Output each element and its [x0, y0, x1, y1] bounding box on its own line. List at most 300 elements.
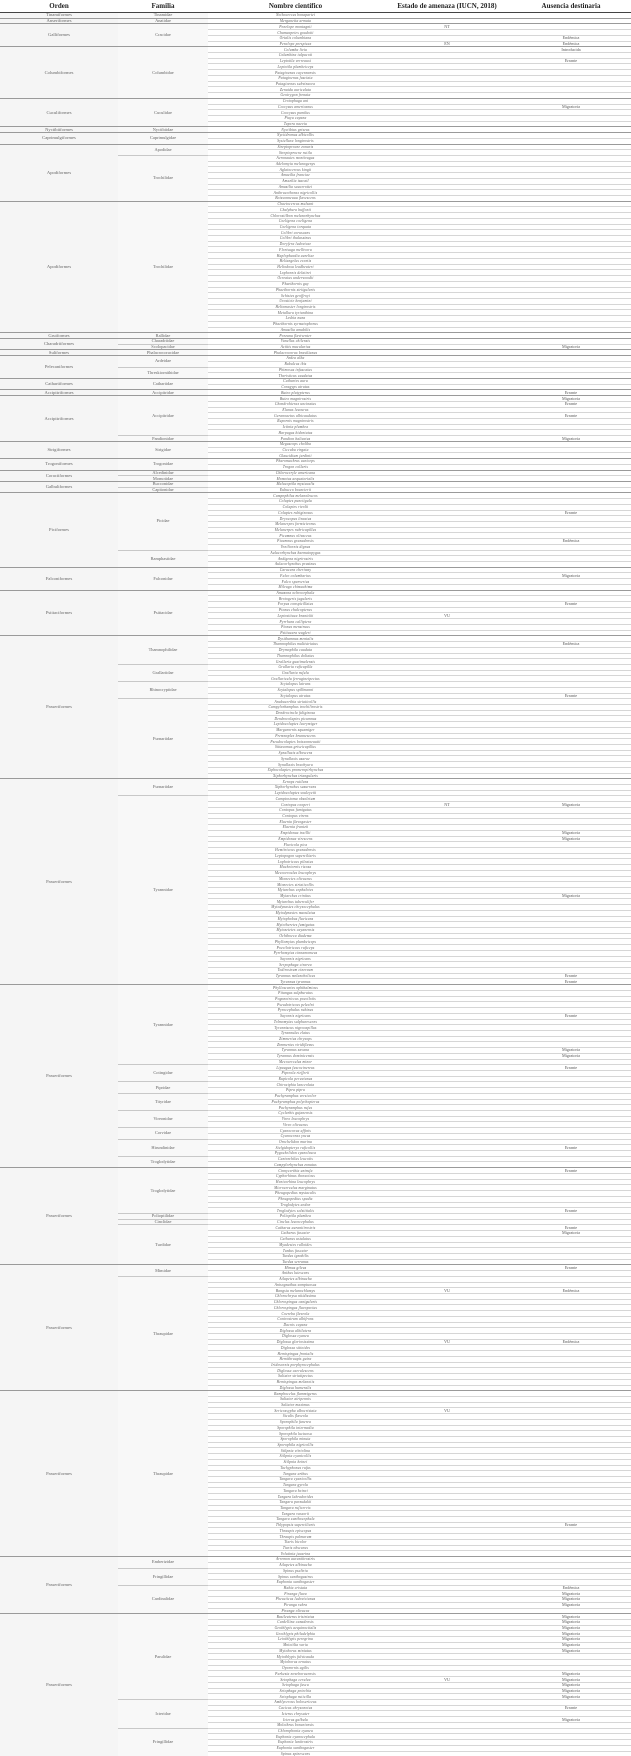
table-header [0, 0, 631, 13]
cell-nombre-cientifico: Harpagus bidentatus [208, 430, 383, 436]
cell-nombre-cientifico: Tangara ruficervix [208, 1505, 383, 1511]
cell-nombre-cientifico: Icterus galbula [208, 1717, 383, 1723]
cell-nombre-cientifico: Dendrocincla fuliginosa [208, 710, 383, 716]
cell-nombre-cientifico: Diglossa humeralis [208, 1385, 383, 1391]
cell-orden: Cuculiformes [0, 98, 118, 127]
cell-familia: Cracidae [118, 24, 208, 47]
cell-nombre-cientifico: Chiroxiphia lanceolata [208, 1082, 383, 1088]
cell-nombre-cientifico: Dysithamnus mentalis [208, 636, 383, 642]
cell-nombre-cientifico: Diglossa cyanea [208, 1334, 383, 1340]
cell-familia: Ardeidae [118, 356, 208, 367]
cell-nombre-cientifico: Picumnus olivaceus [208, 533, 383, 539]
cell-nombre-cientifico: Pipreola riefferii [208, 1070, 383, 1076]
cell-ausencia-destinaria [511, 1751, 631, 1756]
cell-nombre-cientifico: Grallaricula ferrugineipectus [208, 676, 383, 682]
cell-ausencia-destinaria: Errante [511, 1208, 631, 1214]
cell-nombre-cientifico: Hemispingus frontalis [208, 1351, 383, 1357]
cell-nombre-cientifico: Doryfera ludovicae [208, 241, 383, 247]
cell-ausencia-destinaria: Errante [511, 1065, 631, 1071]
cell-ausencia-destinaria: Errante [511, 510, 631, 516]
cell-nombre-cientifico: Colibri thalassinus [208, 236, 383, 242]
cell-orden: Trogoniformes [0, 459, 118, 470]
cell-nombre-cientifico: Thamnophilus multistriatus [208, 642, 383, 648]
cell-nombre-cientifico: Chlorospingus canigularis [208, 1299, 383, 1305]
cell-nombre-cientifico: Mionectes striaticollis [208, 882, 383, 888]
cell-nombre-cientifico: Todirostrum cinereum [208, 968, 383, 974]
cell-nombre-cientifico: Molothrus bonariensis [208, 1722, 383, 1728]
cell-nombre-cientifico: Cyphorhinus thoracicus [208, 1173, 383, 1179]
cell-estado-amenaza [383, 1751, 511, 1756]
cell-nombre-cientifico: Saltator atripennis [208, 1396, 383, 1402]
cell-nombre-cientifico: Megascops choliba [208, 441, 383, 447]
cell-nombre-cientifico: Falco columbarius [208, 573, 383, 579]
cell-nombre-cientifico: Tangara gyrola [208, 1482, 383, 1488]
cell-orden: Gruiformes [0, 333, 118, 339]
cell-estado-amenaza: VU [383, 1339, 511, 1345]
cell-nombre-cientifico: Empidonax virescens [208, 836, 383, 842]
cell-nombre-cientifico: Sporophila minuta [208, 1436, 383, 1442]
cell-nombre-cientifico: Colibri coruscans [208, 230, 383, 236]
cell-familia: Falconidae [118, 567, 208, 590]
cell-nombre-cientifico: Thraupis palmarum [208, 1534, 383, 1540]
cell-nombre-cientifico: Xenops rutilans [208, 779, 383, 785]
cell-nombre-cientifico: Malacoptila mystacalis [208, 481, 383, 487]
cell-familia: Tyrannidae [118, 796, 208, 985]
cell-orden: Apodiformes [0, 201, 118, 333]
cell-nombre-cientifico: Theristicus caudatus [208, 373, 383, 379]
cell-nombre-cientifico: Setophaga petechia [208, 1688, 383, 1694]
cell-ausencia-destinaria: Migratoria [511, 1642, 631, 1648]
cell-nombre-cientifico: Campylorhynchus zonatus [208, 1162, 383, 1168]
cell-nombre-cientifico: Patagioenas fasciata [208, 75, 383, 81]
cell-nombre-cientifico: Coeligena coeligena [208, 218, 383, 224]
cell-nombre-cientifico: Cathartes aura [208, 379, 383, 385]
cell-estado-amenaza: VU [383, 613, 511, 619]
cell-nombre-cientifico: Colaptes punctigula [208, 499, 383, 505]
cell-nombre-cientifico: Rupicola peruvianus [208, 1076, 383, 1082]
cell-familia: Picidae [118, 493, 208, 550]
cell-nombre-cientifico: Chloroceryle americana [208, 470, 383, 476]
cell-ausencia-destinaria: Migratoria [511, 1625, 631, 1631]
cell-nombre-cientifico: Dacnis cayana [208, 1322, 383, 1328]
cell-familia: Rhinocryptidae [118, 682, 208, 699]
header-estado-amenaza: Estado de amenaza (IUCN, 2018) [383, 0, 511, 13]
cell-ausencia-destinaria: Migratoria [511, 1597, 631, 1603]
cell-nombre-cientifico: Caracara cheriway [208, 567, 383, 573]
cell-orden: Caprimulgiformes [0, 133, 118, 144]
cell-ausencia-destinaria: Errante [511, 1013, 631, 1019]
cell-nombre-cientifico: Microcerculus marginatus [208, 1185, 383, 1191]
cell-nombre-cientifico: Xiphocolaptes promeropirhynchus [208, 767, 383, 773]
cell-familia: Threskiornithidae [118, 367, 208, 378]
cell-nombre-cientifico: Turdus serranus [208, 1259, 383, 1265]
cell-familia: Tityridae [118, 1093, 208, 1110]
cell-nombre-cientifico: Catharus ustulatus [208, 1236, 383, 1242]
cell-orden: Tinamiformes [0, 13, 118, 19]
cell-nombre-cientifico: Chamaepetes goudotii [208, 30, 383, 36]
cell-familia: Alcedinidae [118, 470, 208, 476]
cell-familia: Capitonidae [118, 487, 208, 493]
cell-nombre-cientifico: Tiaris obscurus [208, 1545, 383, 1551]
cell-nombre-cientifico: Pipra pipra [208, 1088, 383, 1094]
cell-ausencia-destinaria: Migratoria [511, 836, 631, 842]
cell-familia: Furnariidae [118, 699, 208, 779]
cell-nombre-cientifico: Chondrohierax uncinatus [208, 401, 383, 407]
cell-nombre-cientifico: Stelgidopteryx ruficollis [208, 1145, 383, 1151]
cell-nombre-cientifico: Setophaga cerulea [208, 1677, 383, 1683]
cell-nombre-cientifico: Contopus virens [208, 813, 383, 819]
cell-nombre-cientifico: Phaethornis guy [208, 281, 383, 287]
cell-nombre-cientifico: Penelope montagnii [208, 24, 383, 30]
cell-nombre-cientifico: Empidonax traillii [208, 830, 383, 836]
cell-nombre-cientifico: Chlorophonia cyanea [208, 1728, 383, 1734]
cell-nombre-cientifico: Iridosornis porphyrocephalus [208, 1362, 383, 1368]
cell-nombre-cientifico: Andigena nigrirostris [208, 556, 383, 562]
cell-nombre-cientifico: Atlapetes albinucha [208, 1276, 383, 1282]
cell-nombre-cientifico: Zimmerius viridiflavus [208, 1042, 383, 1048]
header-orden: Orden [0, 0, 118, 13]
cell-orden: Strigiformes [0, 441, 118, 458]
cell-orden: Galliformes [0, 24, 118, 47]
cell-nombre-cientifico: Schistes geoffroyi [208, 293, 383, 299]
cell-orden: Falconiformes [0, 567, 118, 590]
cell-nombre-cientifico: Metallura tyrianthina [208, 310, 383, 316]
cell-nombre-cientifico: Cardellina canadensis [208, 1619, 383, 1625]
header-ausencia: Ausencia destinaria [511, 0, 631, 13]
cell-orden: Accipitriformes [0, 396, 118, 442]
cell-familia: Pipridae [118, 1082, 208, 1093]
cell-nombre-cientifico: Pygochelidon cyanoleuca [208, 1151, 383, 1157]
cell-nombre-cientifico: Drymophila caudata [208, 647, 383, 653]
cell-nombre-cientifico: Saltator striatipectus [208, 1374, 383, 1380]
cell-nombre-cientifico: Tyrannus melancholicus [208, 973, 383, 979]
cell-nombre-cientifico: Buteo magnirostris [208, 396, 383, 402]
cell-familia: Bucconidae [118, 481, 208, 487]
cell-nombre-cientifico: Parkesia noveboracensis [208, 1671, 383, 1677]
cell-nombre-cientifico: Leiothlypis peregrina [208, 1637, 383, 1643]
cell-ausencia-destinaria: Errante [511, 973, 631, 979]
cell-nombre-cientifico: Tyrannus savana [208, 1048, 383, 1054]
cell-nombre-cientifico: Lepidocolaptes lacrymiger [208, 722, 383, 728]
cell-estado-amenaza: VU [383, 1677, 511, 1683]
cell-nombre-cientifico: Sittasomus griseicapillus [208, 745, 383, 751]
cell-nombre-cientifico: Elanus leucurus [208, 407, 383, 413]
cell-nombre-cientifico: Polioptila plumbea [208, 1213, 383, 1219]
cell-nombre-cientifico: Milvago chimachima [208, 584, 383, 590]
cell-nombre-cientifico: Buteo platypterus [208, 390, 383, 396]
cell-nombre-cientifico: Myiodynastes chrysocephalus [208, 905, 383, 911]
cell-familia: Grallariidae [118, 664, 208, 681]
cell-nombre-cientifico: Streptoprocne zonaris [208, 144, 383, 150]
cell-nombre-cientifico: Leptotila verreauxi [208, 58, 383, 64]
cell-nombre-cientifico: Pachyramphus polychopterus [208, 1099, 383, 1105]
cell-nombre-cientifico: Picumnus granadensis [208, 539, 383, 545]
cell-ausencia-destinaria: Migratoria [511, 893, 631, 899]
cell-nombre-cientifico: Synallaxis brachyura [208, 762, 383, 768]
cell-nombre-cientifico: Stilpnia vitriolina [208, 1448, 383, 1454]
cell-familia: Accipitridae [118, 396, 208, 436]
cell-nombre-cientifico: Sporophila intermedia [208, 1425, 383, 1431]
cell-familia: Cardinalidae [118, 1585, 208, 1614]
cell-nombre-cientifico: Colaptes rubiginosus [208, 510, 383, 516]
cell-nombre-cientifico: Amazilia amabilis [208, 327, 383, 333]
cell-familia: Scolopacidae [118, 344, 208, 350]
cell-familia: Tinamidae [118, 13, 208, 19]
cell-nombre-cientifico: Myiarchus crinitus [208, 893, 383, 899]
cell-nombre-cientifico: Pheucticus ludovicianus [208, 1597, 383, 1603]
cell-nombre-cientifico: Pachyramphus rufus [208, 1105, 383, 1111]
cell-familia: Strigidae [118, 441, 208, 458]
cell-nombre-cientifico: Lophotriccus pileatus [208, 859, 383, 865]
cell-nombre-cientifico: Anthus lutescens [208, 1271, 383, 1277]
cell-nombre-cientifico: Phyllomyias plumbeiceps [208, 939, 383, 945]
cell-nombre-cientifico: Tyrannus dominicensis [208, 1053, 383, 1059]
cell-nombre-cientifico: Vireo olivaceus [208, 1122, 383, 1128]
cell-familia: Hirundinidae [118, 1139, 208, 1156]
cell-nombre-cientifico: Melanerpes rubricapillus [208, 527, 383, 533]
cell-familia: Columbidae [118, 47, 208, 98]
cell-familia: Nyctibiidae [118, 127, 208, 133]
cell-ausencia-destinaria: Migratoria [511, 1648, 631, 1654]
cell-nombre-cientifico: Haplophaedia aureliae [208, 253, 383, 259]
cell-orden: Columbiformes [0, 47, 118, 98]
cell-nombre-cientifico: Sericossypha albocristata [208, 1408, 383, 1414]
cell-nombre-cientifico: Myadestes ralloides [208, 1242, 383, 1248]
cell-ausencia-destinaria: Errante [511, 413, 631, 419]
cell-nombre-cientifico: Thlypopsis superciliaris [208, 1522, 383, 1528]
cell-orden: Galbuliformes [0, 481, 118, 492]
cell-ausencia-destinaria: Errante [511, 390, 631, 396]
cell-nombre-cientifico: Myiothlypis fulvicauda [208, 1654, 383, 1660]
cell-orden: Suliformes [0, 350, 118, 356]
cell-nombre-cientifico: Aeronautes montivagus [208, 155, 383, 161]
cell-nombre-cientifico: Piranga flava [208, 1591, 383, 1597]
cell-familia: Vireonidae [118, 1111, 208, 1128]
header-nombre-cientifico: Nombre científico [208, 0, 383, 13]
cell-nombre-cientifico: Cyclarhis gujanensis [208, 1111, 383, 1117]
cell-nombre-cientifico: Geothlypis aequinoctialis [208, 1625, 383, 1631]
cell-orden: Accipitriformes [0, 390, 118, 396]
cell-nombre-cientifico: Cyanocorax affinis [208, 1128, 383, 1134]
cell-nombre-cientifico: Rupornis magnirostris [208, 419, 383, 425]
cell-nombre-cientifico: Merganetta armata [208, 18, 383, 24]
cell-nombre-cientifico: Turdus ignobilis [208, 1253, 383, 1259]
cell-nombre-cientifico: Troglodytes aedon [208, 1202, 383, 1208]
cell-nombre-cientifico: Scytalopus atratus [208, 693, 383, 699]
cell-nombre-cientifico: Elaenia frantzii [208, 825, 383, 831]
cell-nombre-cientifico: Serpophaga cinerea [208, 962, 383, 968]
cell-ausencia-destinaria: Migratoria [511, 104, 631, 110]
cell-nombre-cientifico: Myioborus ornatus [208, 1660, 383, 1666]
cell-familia: Rallidae [118, 333, 208, 339]
cell-nombre-cientifico: Pandion haliaetus [208, 436, 383, 442]
cell-nombre-cientifico: Ardea alba [208, 356, 383, 362]
cell-orden: Piciformes [0, 493, 118, 567]
cell-familia: Charadriidae [118, 338, 208, 344]
cell-nombre-cientifico: Mecocerculus leucophrys [208, 870, 383, 876]
cell-nombre-cientifico: Tangara cyanicollis [208, 1477, 383, 1483]
cell-nombre-cientifico: Cantorchilus leucotis [208, 1156, 383, 1162]
cell-nombre-cientifico: Columbina talpacoti [208, 53, 383, 59]
cell-nombre-cientifico: Euphonia xanthogaster [208, 1745, 383, 1751]
cell-nombre-cientifico: Amazona ochrocephala [208, 590, 383, 596]
cell-nombre-cientifico: Forpus conspicillatus [208, 602, 383, 608]
cell-ausencia-destinaria: Migratoria [511, 1631, 631, 1637]
table-body [0, 13, 631, 1756]
cell-nombre-cientifico: Lophornis delattrei [208, 270, 383, 276]
cell-familia: Troglodytidae [118, 1156, 208, 1167]
cell-nombre-cientifico: Sicalis flaveola [208, 1414, 383, 1420]
cell-ausencia-destinaria: Migratoria [511, 1637, 631, 1643]
cell-ausencia-destinaria: Errante [511, 1168, 631, 1174]
cell-nombre-cientifico: Mimus gilvus [208, 1265, 383, 1271]
cell-nombre-cientifico: Hemitriccus granadensis [208, 847, 383, 853]
cell-nombre-cientifico: Ochthoeca diadema [208, 933, 383, 939]
cell-ausencia-destinaria: Errante [511, 401, 631, 407]
cell-ausencia-destinaria: Migratoria [511, 1591, 631, 1597]
cell-nombre-cientifico: Heliomaster longirostris [208, 304, 383, 310]
cell-nombre-cientifico: Myiodynastes maculatus [208, 910, 383, 916]
cell-nombre-cientifico: Ocreatus underwoodii [208, 276, 383, 282]
cell-nombre-cientifico: Bangsia melanochlamys [208, 1288, 383, 1294]
cell-nombre-cientifico: Scytalopus latrans [208, 682, 383, 688]
cell-nombre-cientifico: Sayornis nigricans [208, 1013, 383, 1019]
cell-nombre-cientifico: Lepidocolaptes souleyetii [208, 790, 383, 796]
cell-ausencia-destinaria: Migratoria [511, 802, 631, 808]
cell-nombre-cientifico: Patagioenas subvinacea [208, 81, 383, 87]
cell-nombre-cientifico: Anabacerthia striaticollis [208, 699, 383, 705]
cell-nombre-cientifico: Euphonia cyanocephala [208, 1734, 383, 1740]
cell-nombre-cientifico: Glaucidium jardinii [208, 453, 383, 459]
cell-nombre-cientifico: Pseudotriccus pelzelni [208, 1002, 383, 1008]
cell-nombre-cientifico: Vireo leucophrys [208, 1116, 383, 1122]
cell-nombre-cientifico: Stilpnia heinei [208, 1459, 383, 1465]
cell-ausencia-destinaria: Migratoria [511, 1053, 631, 1059]
cell-nombre-cientifico: Phaethornis syrmatophorus [208, 321, 383, 327]
cell-nombre-cientifico: Spinus spinescens [208, 1751, 383, 1756]
cell-nombre-cientifico: Spinus psaltria [208, 1568, 383, 1574]
cell-estado-amenaza: VU [383, 1408, 511, 1414]
cell-nombre-cientifico: Leptotila plumbeiceps [208, 64, 383, 70]
cell-ausencia-destinaria: Introducida [511, 47, 631, 53]
cell-ausencia-destinaria: Errante [511, 1522, 631, 1528]
cell-nombre-cientifico: Zimmerius chrysops [208, 1036, 383, 1042]
cell-familia: Apodidae [118, 144, 208, 155]
cell-ausencia-destinaria: Endémica [511, 642, 631, 648]
cell-nombre-cientifico: Tangara labradorides [208, 1494, 383, 1500]
cell-nombre-cientifico: Arremon aurantiirostris [208, 1557, 383, 1563]
cell-ausencia-destinaria: Migratoria [511, 1677, 631, 1683]
cell-nombre-cientifico: Amazilia franciae [208, 173, 383, 179]
cell-ausencia-destinaria: Migratoria [511, 1614, 631, 1620]
cell-orden: Passeriformes [0, 779, 118, 985]
cell-nombre-cientifico: Sporophila funerea [208, 1419, 383, 1425]
cell-nombre-cientifico: Tangara heinei [208, 1488, 383, 1494]
cell-nombre-cientifico: Nyctibius griseus [208, 127, 383, 133]
cell-nombre-cientifico: Pheugopedius mystacalis [208, 1191, 383, 1197]
cell-nombre-cientifico: Piranga rubra [208, 1602, 383, 1608]
cell-nombre-cientifico: Myiophobus flavicans [208, 916, 383, 922]
cell-familia: Cathartidae [118, 379, 208, 390]
cell-ausencia-destinaria: Endémica [511, 1585, 631, 1591]
cell-orden: Passeriformes [0, 1391, 118, 1557]
cell-familia: Psittacidae [118, 590, 208, 636]
cell-ausencia-destinaria: Errante [511, 693, 631, 699]
cell-nombre-cientifico: Tangara vassorii [208, 1511, 383, 1517]
cell-nombre-cientifico: Spinus xanthogastrus [208, 1574, 383, 1580]
cell-nombre-cientifico: Grallaria ruficapilla [208, 664, 383, 670]
cell-orden: Psittaciformes [0, 590, 118, 636]
cell-nombre-cientifico: Oporornis agilis [208, 1665, 383, 1671]
cell-nombre-cientifico: Hemithraupis guira [208, 1356, 383, 1362]
cell-nombre-cientifico: Chalybura buffonii [208, 207, 383, 213]
cell-familia: Furnariidae [118, 779, 208, 796]
cell-estado-amenaza: NT [383, 802, 511, 808]
cell-nombre-cientifico: Veniliornis dignus [208, 544, 383, 550]
cell-familia: Parulidae [118, 1614, 208, 1700]
cell-familia: Thamnophilidae [118, 636, 208, 665]
cell-nombre-cientifico: Pyrrhomyias cinnamomeus [208, 950, 383, 956]
cell-nombre-cientifico: Pachyramphus versicolor [208, 1093, 383, 1099]
cell-nombre-cientifico: Xiphorhynchus triangularis [208, 773, 383, 779]
cell-ausencia-destinaria: Migratoria [511, 573, 631, 579]
cell-orden: Passeriformes [0, 985, 118, 1168]
cell-nombre-cientifico: Chaetocercus mulsant [208, 201, 383, 207]
cell-nombre-cientifico: Chlorospingus flavopectus [208, 1305, 383, 1311]
cell-nombre-cientifico: Mniotilta varia [208, 1642, 383, 1648]
cell-nombre-cientifico: Phimosus infuscatus [208, 367, 383, 373]
cell-nombre-cientifico: Sporophila nigricollis [208, 1442, 383, 1448]
cell-nombre-cientifico: Cyanocorax yncas [208, 1133, 383, 1139]
cell-nombre-cientifico: Ortalis columbiana [208, 35, 383, 41]
cell-nombre-cientifico: Myioborus miniatus [208, 1648, 383, 1654]
cell-nombre-cientifico: Pyrocephalus rubinus [208, 1008, 383, 1014]
cell-nombre-cientifico: Grallaria rufula [208, 670, 383, 676]
cell-nombre-cientifico: Cacicus chrysonotus [208, 1705, 383, 1711]
cell-ausencia-destinaria: Endémica [511, 1339, 631, 1345]
cell-nombre-cientifico: Porzana flaviventer [208, 333, 383, 339]
cell-nombre-cientifico: Volatinia jacarina [208, 1551, 383, 1557]
cell-ausencia-destinaria: Errante [511, 979, 631, 985]
cell-nombre-cientifico: Troglodytes solstitialis [208, 1208, 383, 1214]
cell-nombre-cientifico: Tyranniscus nigrocapillus [208, 1025, 383, 1031]
cell-nombre-cientifico: Diglossa albilatera [208, 1328, 383, 1334]
cell-ausencia-destinaria: Migratoria [511, 1682, 631, 1688]
cell-familia: Troglodytidae [118, 1168, 208, 1214]
cell-orden: Passeriformes [0, 1168, 118, 1265]
cell-ausencia-destinaria: Endémica [511, 1288, 631, 1294]
cell-familia: Fringillidae [118, 1728, 208, 1756]
cell-nombre-cientifico: Coccyzus americanus [208, 104, 383, 110]
cell-nombre-cientifico: Mecocerculus minor [208, 1059, 383, 1065]
cell-nombre-cientifico: Tangara xanthocephala [208, 1517, 383, 1523]
cell-nombre-cientifico: Actitis macularius [208, 344, 383, 350]
cell-nombre-cientifico: Pyrrhura calliptera [208, 619, 383, 625]
cell-nombre-cientifico: Turdus fuscater [208, 1248, 383, 1254]
cell-orden: Cathartiformes [0, 379, 118, 390]
cell-nombre-cientifico: Chlorostilbon melanorhynchus [208, 213, 383, 219]
cell-nombre-cientifico: Boissonneaua flavescens [208, 196, 383, 202]
cell-nombre-cientifico: Synallaxis albescens [208, 750, 383, 756]
cell-nombre-cientifico: Adelomyia melanogenys [208, 161, 383, 167]
cell-familia: Cinclidae [118, 1219, 208, 1225]
cell-ausencia-destinaria: Errante [511, 1225, 631, 1231]
cell-ausencia-destinaria: Migratoria [511, 1619, 631, 1625]
cell-nombre-cientifico: Columba livia [208, 47, 383, 53]
cell-orden: Apodiformes [0, 144, 118, 201]
cell-familia: Momotidae [118, 476, 208, 482]
cell-nombre-cientifico: Coeligena torquata [208, 224, 383, 230]
